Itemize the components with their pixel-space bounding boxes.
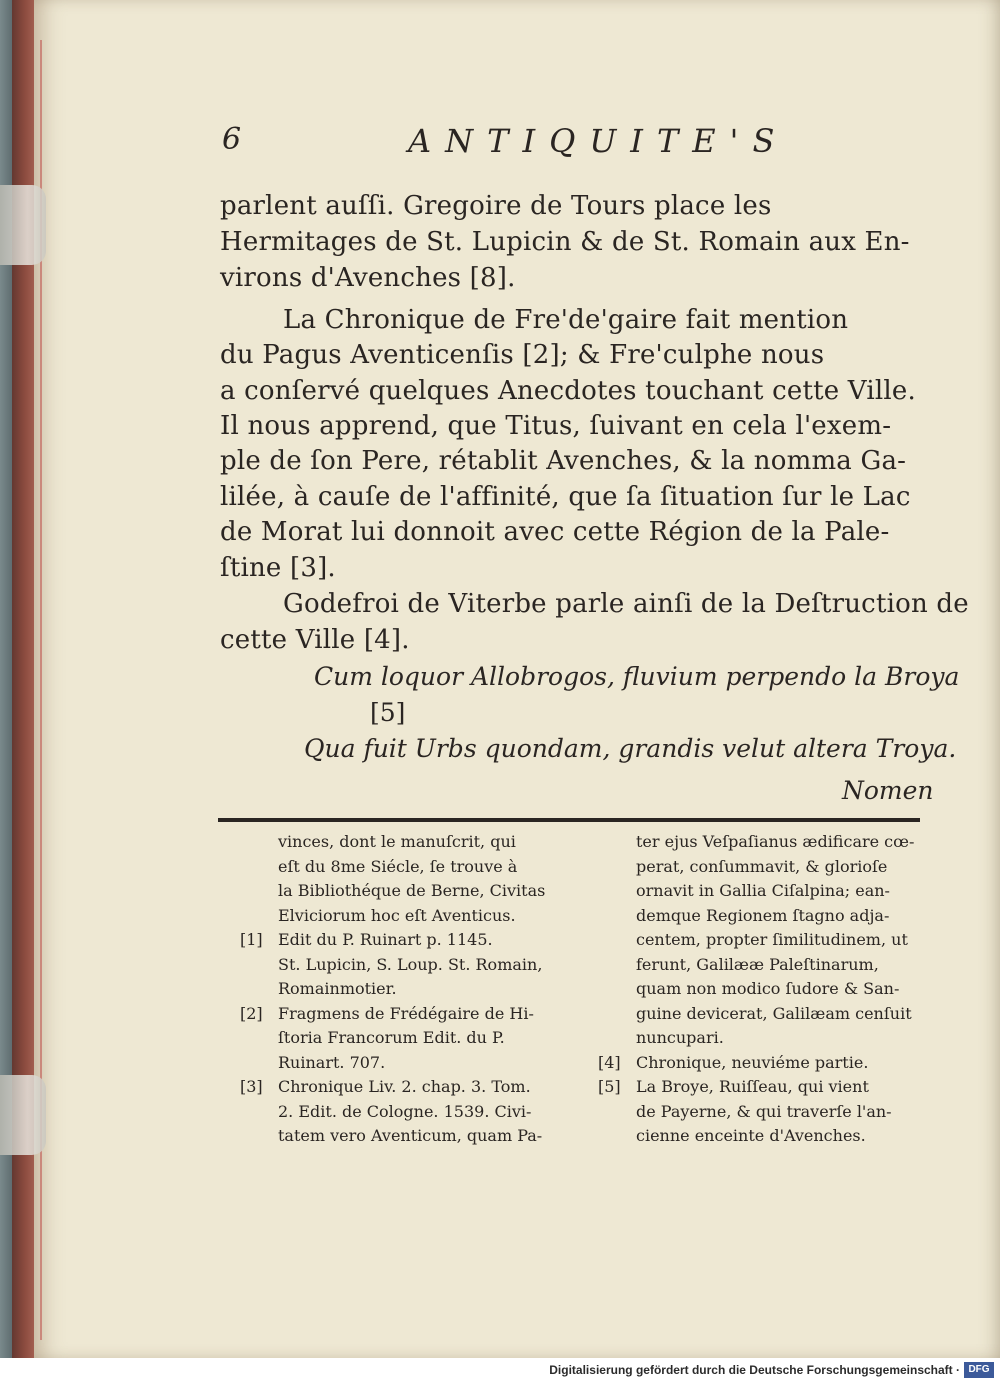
funding-credit: Digitalisierung gefördert durch die Deutsche Forschungsgemeinschaft · — [549, 1363, 960, 1377]
body-line: ſtine [3]. — [220, 553, 336, 583]
footnote-text: La Broye, Ruiſſeau, qui vient — [636, 1077, 869, 1096]
footnote-marker: [5] — [598, 1077, 621, 1096]
footnote-line: Romainmotier. — [278, 979, 397, 998]
footnote-line: tatem vero Aventicum, quam Pa- — [278, 1126, 543, 1145]
footnote-line: demque Regionem ſtagno adja- — [636, 905, 890, 925]
footnote-line: vinces, dont le manuſcrit, qui — [278, 832, 516, 851]
footnote-line: quam non modico ſudore & San- — [636, 979, 900, 998]
footnote-line: Elviciorum hoc eſt Aventicus. — [278, 905, 516, 925]
footnote-entry — [598, 1075, 914, 1100]
digitization-footer — [0, 1358, 1000, 1383]
footnote-line: eſt du 8me Siécle, ſe trouve à — [278, 856, 518, 876]
footnote-entry — [240, 928, 545, 953]
body-line: cette Ville [4]. — [220, 625, 410, 655]
body-line: parlent auſſi. Gregoire de Tours place les — [220, 191, 772, 221]
body-line: a conſervé quelques Anecdotes touchant cette Ville. — [220, 376, 916, 406]
footnote-marker: [2] — [240, 1003, 263, 1023]
body-line: ple de ſon Pere, rétablit Avenches, & la nomma Ga- — [220, 446, 907, 476]
footnote-marker: [1] — [240, 930, 263, 949]
footnote-line: Ruinart. 707. — [278, 1052, 386, 1072]
catchword: Nomen — [842, 776, 934, 805]
body-line: virons d'Avenches [8]. — [220, 263, 516, 293]
dfg-logo: DFG — [964, 1362, 994, 1378]
footnote-line: ſtoria Francorum Edit. du P. — [278, 1028, 505, 1047]
body-line: La Chronique de Fre'de'gaire fait mention — [283, 305, 849, 335]
page-number: 6 — [222, 122, 242, 157]
footnote-line: la Bibliothéque de Berne, Civitas — [278, 881, 546, 900]
body-line: Il nous apprend, que Titus, ſuivant en cela l'exem- — [220, 411, 892, 441]
footnote-entry — [240, 1002, 545, 1027]
body-line: du Pagus Aventicenſis [2]; & Fre'culphe nous — [220, 340, 825, 370]
footnote-line: ter ejus Veſpaſianus ædificare cœ- — [636, 832, 915, 851]
footnote-line: cienne enceinte d'Avenches. — [636, 1126, 866, 1145]
footnote-entry — [598, 1051, 914, 1076]
footnote-line: perat, conſummavit, & glorioſe — [636, 856, 888, 876]
footnote-line: ornavit in Gallia Ciſalpina; ean- — [636, 881, 890, 900]
footnote-text: Edit du P. Ruinart p. 1145. — [278, 930, 493, 949]
footnote-line: nuncupari. — [636, 1028, 724, 1047]
verse-line: Cum loquor Allobrogos, fluvium perpendo la Broya — [314, 662, 960, 691]
footnotes-right-column — [598, 830, 914, 1149]
body-line: lilée, à cauſe de l'affinité, que ſa ſituation ſur le Lac — [220, 482, 911, 512]
body-line: de Morat lui donnoit avec cette Région de la Pale- — [220, 517, 890, 547]
footnote-line: guine devicerat, Galilæam cenſuit — [636, 1003, 912, 1023]
footnote-marker: [4] — [598, 1052, 621, 1072]
verse-note-marker: [5] — [370, 698, 406, 727]
footnote-line: St. Lupicin, S. Loup. St. Romain, — [278, 954, 543, 974]
footnote-text: Chronique, neuviéme partie. — [636, 1052, 869, 1072]
footnote-line: 2. Edit. de Cologne. 1539. Civi- — [278, 1101, 532, 1121]
footnote-rule — [218, 818, 920, 822]
footnote-line: de Payerne, & qui traverſe l'an- — [636, 1101, 892, 1121]
footnotes-left-column — [240, 830, 545, 1149]
body-line: Hermitages de St. Lupicin & de St. Romain aux En- — [220, 227, 910, 257]
footnote-text: Fragmens de Frédégaire de Hi- — [278, 1003, 534, 1023]
footnote-line: ferunt, Galilææ Paleſtinarum, — [636, 954, 879, 974]
body-line: Godefroi de Viterbe parle ainſi de la Deſtruction de — [283, 589, 969, 619]
running-title: ANTIQUITE'S — [408, 122, 789, 160]
verse-line: Qua fuit Urbs quondam, grandis velut altera Troya. — [304, 734, 957, 763]
footnote-marker: [3] — [240, 1077, 263, 1096]
footnote-line: centem, propter ſimilitudinem, ut — [636, 930, 908, 949]
footnote-text: Chronique Liv. 2. chap. 3. Tom. — [278, 1077, 531, 1096]
footnote-entry — [240, 1075, 545, 1100]
